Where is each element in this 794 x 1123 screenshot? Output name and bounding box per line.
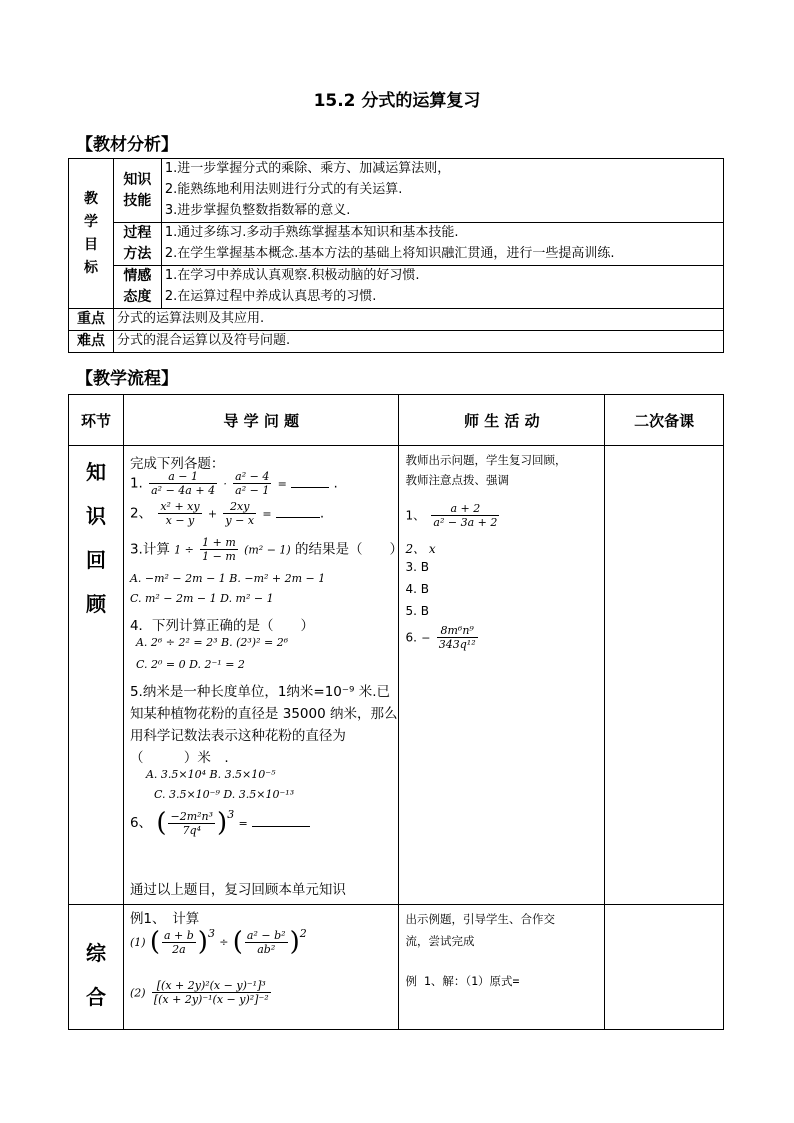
example-2: (2) $\frac{\text{[(x + 2y)²(x − y)⁻¹]³}}{\text{[(x + 2y)⁻¹(x − y)²]⁻²}}$ xyxy=(129,979,269,1006)
activity-line: 例 1、解：（1）原式= xyxy=(405,974,520,988)
goal-row-label-attitude: 情感 态度 xyxy=(113,266,161,309)
question-1: 1. $\frac{a - 1}{\text{a² − 4a + 4}}$ · $\frac{\text{a² − 4}}{\text{a² − 1}}$ = . xyxy=(129,470,338,497)
goal-item: 1.进一步掌握分式的乘除、乘方、加减运算法则， xyxy=(161,159,723,181)
goals-label: 教 学 目 标 xyxy=(69,159,114,309)
question-3-options-b: C. m² − 2m − 1 D. m² − 1 xyxy=(129,592,274,605)
difficulty-text: 分式的混合运算以及符号问题. xyxy=(113,331,723,353)
question-6: 6、 ( $\frac{\text{−2m²n³}}{\text{7q⁴}}$ )$^3$ = xyxy=(130,808,310,838)
goal-item: 1.在学习中养成认真观察.积极动脑的好习惯. xyxy=(161,266,723,288)
review-intro: 完成下列各题： xyxy=(129,456,225,472)
question-5-options-b: C. 3.5×10⁻⁹ D. 3.5×10⁻¹³ xyxy=(153,788,295,801)
goal-item: 1.通过多练习.多动手熟练掌握基本知识和基本技能. xyxy=(161,223,723,245)
activity-line: 流，尝试完成 xyxy=(405,934,475,948)
answer-6: 6. − $\frac{\text{8m⁶n⁹}}{\text{343q¹²}}$ xyxy=(405,624,476,651)
example-1: (1) ( $\frac{a + b}{2a}$ )$^3$ ÷ ( $\frac{\text{a² − b²}}{\text{ab²}}$ )$^2$ xyxy=(129,927,307,957)
answer-5: 5. B xyxy=(405,604,429,618)
question-5-line-2: 知某种植物花粉的直径是 35000 纳米，那么 xyxy=(129,706,398,722)
answer-4: 4. B xyxy=(405,582,429,596)
key-point-text: 分式的运算法则及其应用. xyxy=(113,309,723,331)
goal-item: 3.进步掌握负整数指数幂的意义. xyxy=(161,201,723,223)
review-questions xyxy=(123,446,404,905)
activity-line: 教师出示问题，学生复习回顾， xyxy=(405,453,567,467)
goal-row-label-process: 过程 方法 xyxy=(113,223,161,266)
question-3: 3.计算 1 ÷ $\frac{1 + m}{1 - m}$ (m² − 1) 的结果是（ ） xyxy=(129,536,404,563)
difficulty-label: 难点 xyxy=(69,331,114,353)
question-4-options-a: A. 2⁶ ÷ 2² = 2³ B. (2³)² = 2⁶ xyxy=(135,636,289,649)
goals-table xyxy=(68,158,724,353)
answer-1: 1、 $\frac{a + 2}{\text{a² − 3a + 2}}$ xyxy=(405,502,498,529)
example-title: 例1、 计算 xyxy=(129,911,200,927)
section-heading-analysis: 【教材分析】 xyxy=(76,135,178,155)
header-notes: 二次备课 xyxy=(605,395,724,446)
answer-3: 3. B xyxy=(405,560,429,574)
header-activities: 师 生 活 动 xyxy=(399,395,605,446)
goal-row-label-skills: 知识 技能 xyxy=(113,159,161,223)
question-3-options-a: A. −m² − 2m − 1 B. −m² + 2m − 1 xyxy=(129,572,326,585)
question-5-line-4: （ ）米 . xyxy=(129,750,229,766)
question-5-line-1: 5.纳米是一种长度单位，1纳米=10⁻⁹ 米.已 xyxy=(129,684,391,700)
question-2: 2、 $\frac{\text{x² + xy}}{x - y}$ + $\frac{2xy}{y - x}$ = . xyxy=(129,500,325,527)
stage-review: 知 识 回 顾 xyxy=(69,446,124,905)
question-5-line-3: 用科学记数法表示这种花粉的直径为 xyxy=(129,728,346,744)
activity-line: 教师注意点拨、强调 xyxy=(405,473,509,487)
question-4: 4．下列计算正确的是（ ） xyxy=(129,618,315,634)
synthesis-notes xyxy=(605,905,724,1030)
question-4-options-b: C. 2⁰ = 0 D. 2⁻¹ = 2 xyxy=(135,658,245,671)
answer-2: 2、 x xyxy=(405,542,436,556)
goal-item: 2.能熟练地利用法则进行分式的有关运算. xyxy=(161,180,723,201)
section-heading-flow: 【教学流程】 xyxy=(76,369,178,389)
goal-item: 2.在运算过程中养成认真思考的习惯. xyxy=(161,287,723,309)
page-title: 15.2 分式的运算复习 xyxy=(313,91,481,111)
synthesis-activities xyxy=(399,905,605,1030)
review-outro: 通过以上题目，复习回顾本单元知识 xyxy=(129,882,346,898)
review-activities xyxy=(399,446,605,905)
header-questions: 导 学 问 题 xyxy=(123,395,399,446)
stage-synthesis: 综 合 xyxy=(69,905,124,1030)
activity-line: 出示例题，引导学生、合作交 xyxy=(405,912,555,926)
key-point-label: 重点 xyxy=(69,309,114,331)
header-stage: 环节 xyxy=(69,395,124,446)
flow-table xyxy=(68,394,724,1030)
question-5-options-a: A. 3.5×10⁴ B. 3.5×10⁻⁵ xyxy=(145,768,276,781)
goal-item: 2.在学生掌握基本概念.基本方法的基础上将知识融汇贯通，进行一些提高训练. xyxy=(161,244,723,266)
synthesis-examples xyxy=(123,905,399,1030)
review-notes xyxy=(605,446,724,905)
